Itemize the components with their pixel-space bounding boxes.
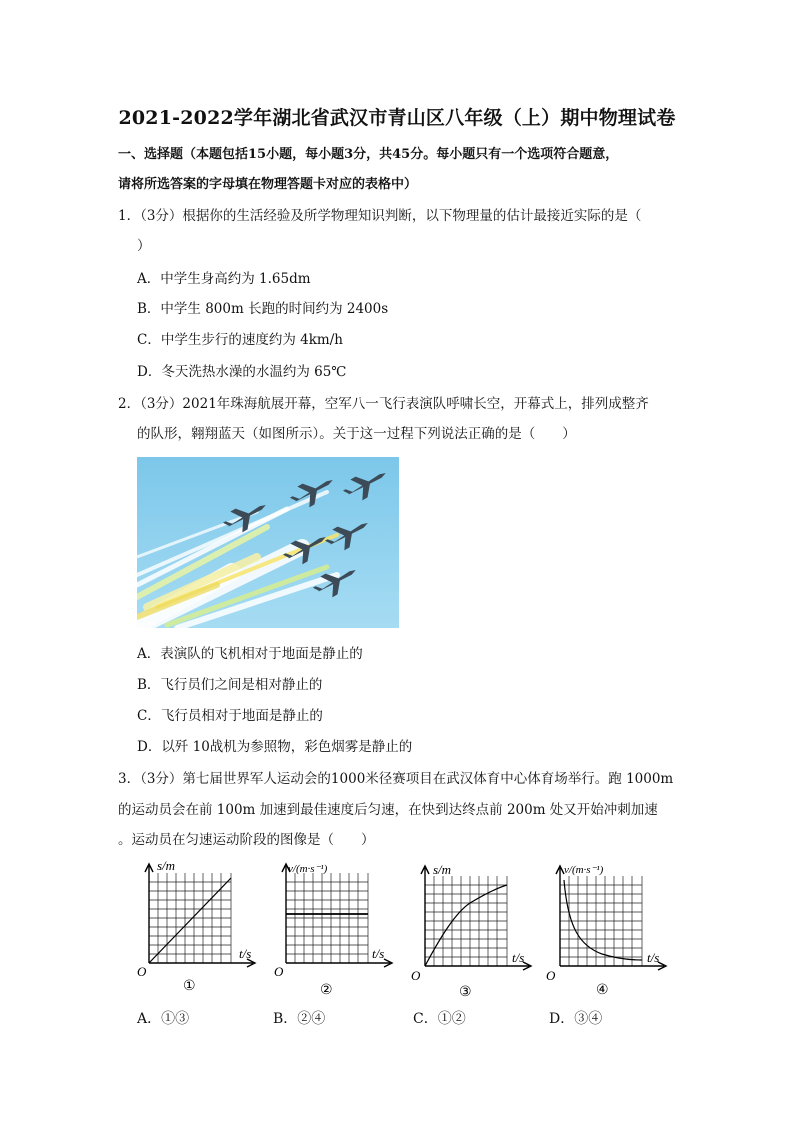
graph-3-ylabel: s/m xyxy=(433,862,452,877)
q3-option-c: C．①② xyxy=(413,1011,466,1027)
graph-1 xyxy=(135,858,265,1002)
section-heading-line-2: 请将所选答案的字母填在物理答题卡对应的表格中） xyxy=(118,177,418,192)
q3-option-b: B．②④ xyxy=(273,1011,326,1027)
airshow-jets-photo xyxy=(137,457,399,628)
graph-3-caption: ③ xyxy=(459,984,472,998)
q1-option-d: D．冬天洗热水澡的水温约为 65℃ xyxy=(137,364,347,380)
q1-option-b: B．中学生 800m 长跑的时间约为 2400s xyxy=(137,301,389,317)
q1-stem-line-2: ） xyxy=(137,238,151,254)
q2-option-b: B．飞行员们之间是相对静止的 xyxy=(137,677,323,693)
graph-4-origin: O xyxy=(546,968,556,983)
graph-1-caption: ① xyxy=(183,978,196,994)
q1-option-a: A．中学生身高约为 1.65dm xyxy=(137,271,311,287)
graph-4-ylabel: v/(m·s⁻¹) xyxy=(564,864,604,876)
q2-option-a: A．表演队的飞机相对于地面是静止的 xyxy=(137,646,363,662)
graph-3 xyxy=(405,858,535,1002)
graph-3-origin: O xyxy=(411,968,421,983)
q1-stem-line-1: 1．（3分）根据你的生活经验及所学物理知识判断，以下物理量的估计最接近实际的是（ xyxy=(118,208,642,224)
graph-4-caption: ④ xyxy=(596,982,609,998)
graph-2-xlabel: t/s xyxy=(372,946,385,961)
paper-title: 2021-2022学年湖北省武汉市青山区八年级（上）期中物理试卷 xyxy=(118,107,676,129)
graph-1-xlabel: t/s xyxy=(239,946,252,961)
graph-2-origin: O xyxy=(274,964,284,979)
q2-stem-line-2: 的队形，翱翔蓝天（如图所示）。关于这一过程下列说法正确的是（ ） xyxy=(137,426,576,442)
q3-stem-line-1: 3．（3分）第七届世界军人运动会的1000米径赛项目在武汉体育中心体育场举行。跑 1000m xyxy=(118,771,674,787)
q3-stem-line-3: 。运动员在匀速运动阶段的图像是（ ） xyxy=(118,832,375,848)
graph-1-ylabel: s/m xyxy=(157,858,176,873)
graph-3-xlabel: t/s xyxy=(512,950,525,965)
graph-2-ylabel: v/(m·s⁻¹) xyxy=(288,863,328,875)
q2-option-d: D．以歼 10战机为参照物，彩色烟雾是静止的 xyxy=(137,739,413,755)
q3-option-a: A．①③ xyxy=(137,1011,190,1027)
graph-2 xyxy=(270,858,400,1002)
section-heading-line-1: 一、选择题（本题包括15小题，每小题3分，共45分。每小题只有一个选项符合题意， xyxy=(118,147,619,162)
q3-stem-line-2: 的运动员会在前 100m 加速到最佳速度后匀速，在快到达终点前 200m 处又开始冲刺加速 xyxy=(118,802,658,818)
q1-option-c: C．中学生步行的速度约为 4km/h xyxy=(137,332,343,348)
q2-stem-line-1: 2．（3分）2021年珠海航展开幕，空军八一飞行表演队呼啸长空，开幕式上，排列成整齐 xyxy=(118,396,649,412)
graph-1-origin: O xyxy=(137,964,147,979)
graph-4 xyxy=(540,858,670,1002)
graph-4-xlabel: t/s xyxy=(647,950,660,965)
q3-option-d: D．③④ xyxy=(549,1011,603,1027)
graph-2-caption: ② xyxy=(320,982,333,998)
q2-option-c: C．飞行员相对于地面是静止的 xyxy=(137,708,323,724)
